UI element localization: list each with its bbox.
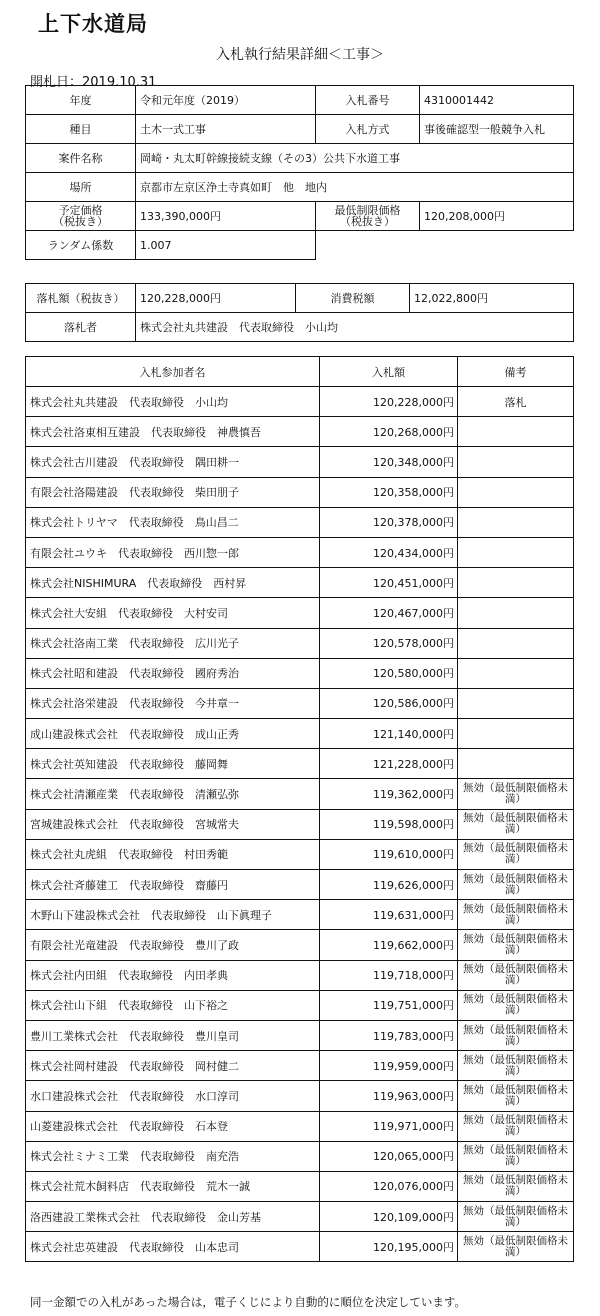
tax-label: 消費税額 bbox=[296, 284, 410, 313]
page-title: 入札執行結果詳細＜工事＞ bbox=[216, 47, 384, 63]
table-row bbox=[26, 688, 574, 718]
year-label: 年度 bbox=[26, 86, 136, 115]
bid-amount: 120,467,000円 bbox=[320, 598, 458, 628]
bid-amount: 119,662,000円 bbox=[320, 930, 458, 960]
bidder-name: 株式会社山下組 代表取締役 山下裕之 bbox=[26, 990, 320, 1020]
bid-amount: 119,718,000円 bbox=[320, 960, 458, 990]
bid-remarks bbox=[458, 568, 574, 598]
bid-amount: 120,451,000円 bbox=[320, 568, 458, 598]
winner-value: 株式会社丸共建設 代表取締役 小山均 bbox=[136, 313, 574, 342]
table-row bbox=[26, 477, 574, 507]
bid-rows bbox=[26, 387, 574, 1262]
minimum-price-label-line1: 最低制限価格 bbox=[334, 204, 401, 217]
bid-remarks bbox=[458, 598, 574, 628]
table-row bbox=[26, 749, 574, 779]
tax-value: 12,022,800円 bbox=[410, 284, 574, 313]
bid-amount: 119,626,000円 bbox=[320, 870, 458, 900]
bid-amount: 120,076,000円 bbox=[320, 1171, 458, 1201]
bid-header-row bbox=[26, 357, 574, 387]
bid-remarks: 無効（最低制限価格未満） bbox=[458, 930, 574, 960]
bidder-name: 有限会社ユウキ 代表取締役 西川惣一郎 bbox=[26, 537, 320, 567]
bid-remarks: 無効（最低制限価格未満） bbox=[458, 960, 574, 990]
bid-amount: 119,362,000円 bbox=[320, 779, 458, 809]
table-row bbox=[26, 507, 574, 537]
case-name-value: 岡崎・丸太町幹線接続支線（その3）公共下水道工事 bbox=[136, 144, 574, 173]
footnote: 同一金額での入札があった場合は，電子くじにより自動的に順位を決定しています。 bbox=[30, 1295, 466, 1309]
bidder-name: 山菱建設株式会社 代表取締役 石本登 bbox=[26, 1111, 320, 1141]
info-row-random bbox=[26, 231, 574, 260]
bid-amount: 120,195,000円 bbox=[320, 1232, 458, 1262]
bid-remarks bbox=[458, 628, 574, 658]
estimated-price-label-line1: 予定価格 bbox=[58, 204, 103, 217]
bidder-name: 有限会社洛陽建設 代表取締役 柴田朋子 bbox=[26, 477, 320, 507]
bidder-name: 宮城建設株式会社 代表取締役 宮城常夫 bbox=[26, 809, 320, 839]
bid-amount: 120,434,000円 bbox=[320, 537, 458, 567]
method-value: 事後確認型一般競争入札 bbox=[420, 115, 574, 144]
bid-remarks: 無効（最低制限価格未満） bbox=[458, 1171, 574, 1201]
bid-amount: 119,598,000円 bbox=[320, 809, 458, 839]
bidder-name: 株式会社斉藤建工 代表取締役 齋藤円 bbox=[26, 870, 320, 900]
bid-results-table bbox=[25, 356, 574, 1262]
bid-remarks: 無効（最低制限価格未満） bbox=[458, 1232, 574, 1262]
bid-remarks bbox=[458, 658, 574, 688]
bidder-name: 水口建設株式会社 代表取締役 水口淳司 bbox=[26, 1081, 320, 1111]
bidder-name: 株式会社荒木飼料店 代表取締役 荒木一誠 bbox=[26, 1171, 320, 1201]
table-row bbox=[26, 1202, 574, 1232]
bidder-name: 株式会社ミナミ工業 代表取締役 南充浩 bbox=[26, 1141, 320, 1171]
table-row bbox=[26, 870, 574, 900]
bid-remarks: 落札 bbox=[458, 387, 574, 417]
table-row bbox=[26, 447, 574, 477]
info-row-place bbox=[26, 173, 574, 202]
bid-amount: 119,959,000円 bbox=[320, 1051, 458, 1081]
table-row bbox=[26, 1141, 574, 1171]
bid-number-value: 4310001442 bbox=[420, 86, 574, 115]
bid-remarks bbox=[458, 749, 574, 779]
bid-remarks: 無効（最低制限価格未満） bbox=[458, 1081, 574, 1111]
table-row bbox=[26, 628, 574, 658]
bid-remarks bbox=[458, 447, 574, 477]
info-row-year bbox=[26, 86, 574, 115]
table-row bbox=[26, 1232, 574, 1262]
bid-remarks: 無効（最低制限価格未満） bbox=[458, 870, 574, 900]
bidder-name: 株式会社トリヤマ 代表取締役 鳥山昌二 bbox=[26, 507, 320, 537]
bid-amount: 119,610,000円 bbox=[320, 839, 458, 869]
bid-amount: 120,109,000円 bbox=[320, 1202, 458, 1232]
bidder-name: 株式会社丸虎組 代表取締役 村田秀範 bbox=[26, 839, 320, 869]
table-row bbox=[26, 417, 574, 447]
bid-remarks bbox=[458, 507, 574, 537]
winner-label: 落札者 bbox=[26, 313, 136, 342]
award-amount-label: 落札額（税抜き） bbox=[26, 284, 136, 313]
table-row bbox=[26, 1111, 574, 1141]
bid-remarks bbox=[458, 719, 574, 749]
bid-amount: 119,631,000円 bbox=[320, 900, 458, 930]
table-row bbox=[26, 990, 574, 1020]
bid-remarks: 無効（最低制限価格未満） bbox=[458, 839, 574, 869]
bid-remarks: 無効（最低制限価格未満） bbox=[458, 1051, 574, 1081]
bid-remarks: 無効（最低制限価格未満） bbox=[458, 1202, 574, 1232]
table-row bbox=[26, 930, 574, 960]
info-row-case bbox=[26, 144, 574, 173]
table-row bbox=[26, 1171, 574, 1201]
table-row bbox=[26, 568, 574, 598]
bidder-name: 株式会社英知建設 代表取締役 藤岡舞 bbox=[26, 749, 320, 779]
bid-remarks: 無効（最低制限価格未満） bbox=[458, 779, 574, 809]
bidder-name: 株式会社洛栄建設 代表取締役 今井章一 bbox=[26, 688, 320, 718]
remarks-header: 備考 bbox=[458, 357, 574, 387]
award-row-amount bbox=[26, 284, 574, 313]
year-value: 令和元年度（2019） bbox=[136, 86, 316, 115]
place-label: 場所 bbox=[26, 173, 136, 202]
award-amount-value: 120,228,000円 bbox=[136, 284, 296, 313]
minimum-price-label-line2: （税抜き） bbox=[340, 215, 395, 228]
bid-remarks bbox=[458, 688, 574, 718]
bid-amount: 120,378,000円 bbox=[320, 507, 458, 537]
bid-amount: 120,578,000円 bbox=[320, 628, 458, 658]
bid-amount: 120,348,000円 bbox=[320, 447, 458, 477]
info-row-type bbox=[26, 115, 574, 144]
table-row bbox=[26, 1051, 574, 1081]
place-value: 京都市左京区浄土寺真如町 他 地内 bbox=[136, 173, 574, 202]
bid-amount: 121,228,000円 bbox=[320, 749, 458, 779]
bid-remarks bbox=[458, 417, 574, 447]
table-row bbox=[26, 960, 574, 990]
bidder-name: 豊川工業株式会社 代表取締役 豊川皇司 bbox=[26, 1020, 320, 1050]
bidder-name: 株式会社清瀬産業 代表取締役 清瀬弘弥 bbox=[26, 779, 320, 809]
bidder-name: 有限会社光竜建設 代表取締役 豊川了政 bbox=[26, 930, 320, 960]
minimum-price-label bbox=[316, 202, 420, 231]
empty-cell bbox=[316, 231, 574, 260]
bid-remarks: 無効（最低制限価格未満） bbox=[458, 1141, 574, 1171]
award-row-winner bbox=[26, 313, 574, 342]
bidder-name: 株式会社洛南工業 代表取締役 広川光子 bbox=[26, 628, 320, 658]
table-row bbox=[26, 779, 574, 809]
table-row bbox=[26, 1020, 574, 1050]
bidder-name: 株式会社洛東相互建設 代表取締役 神農慎吾 bbox=[26, 417, 320, 447]
type-value: 土木一式工事 bbox=[136, 115, 316, 144]
award-table bbox=[25, 283, 574, 342]
bid-amount: 121,140,000円 bbox=[320, 719, 458, 749]
table-row bbox=[26, 658, 574, 688]
participant-header: 入札参加者名 bbox=[26, 357, 320, 387]
estimated-price-value: 133,390,000円 bbox=[136, 202, 316, 231]
table-row bbox=[26, 719, 574, 749]
bid-remarks bbox=[458, 477, 574, 507]
type-label: 種目 bbox=[26, 115, 136, 144]
table-row bbox=[26, 598, 574, 628]
bid-amount: 119,963,000円 bbox=[320, 1081, 458, 1111]
bid-amount: 120,065,000円 bbox=[320, 1141, 458, 1171]
bidder-name: 株式会社古川建設 代表取締役 隅田耕一 bbox=[26, 447, 320, 477]
bid-amount: 119,751,000円 bbox=[320, 990, 458, 1020]
bid-amount: 120,268,000円 bbox=[320, 417, 458, 447]
bidder-name: 株式会社NISHIMURA 代表取締役 西村昇 bbox=[26, 568, 320, 598]
bid-remarks bbox=[458, 537, 574, 567]
organization-name: 上下水道局 bbox=[38, 12, 148, 36]
table-row bbox=[26, 387, 574, 417]
bidder-name: 株式会社忠英建設 代表取締役 山本忠司 bbox=[26, 1232, 320, 1262]
bidder-name: 株式会社昭和建設 代表取締役 國府秀治 bbox=[26, 658, 320, 688]
bidder-name: 成山建設株式会社 代表取締役 成山正秀 bbox=[26, 719, 320, 749]
bid-remarks: 無効（最低制限価格未満） bbox=[458, 1111, 574, 1141]
table-row bbox=[26, 537, 574, 567]
random-coefficient-value: 1.007 bbox=[136, 231, 316, 260]
estimated-price-label-line2: （税抜き） bbox=[53, 215, 108, 228]
table-row bbox=[26, 1081, 574, 1111]
bidder-name: 株式会社岡村建設 代表取締役 岡村健二 bbox=[26, 1051, 320, 1081]
bid-amount: 119,971,000円 bbox=[320, 1111, 458, 1141]
amount-header: 入札額 bbox=[320, 357, 458, 387]
bid-amount: 120,580,000円 bbox=[320, 658, 458, 688]
bid-remarks: 無効（最低制限価格未満） bbox=[458, 1020, 574, 1050]
case-name-label: 案件名称 bbox=[26, 144, 136, 173]
table-row bbox=[26, 839, 574, 869]
table-row bbox=[26, 809, 574, 839]
opening-date: 開札日：2019.10.31 bbox=[30, 75, 157, 90]
bid-amount: 120,586,000円 bbox=[320, 688, 458, 718]
bid-remarks: 無効（最低制限価格未満） bbox=[458, 990, 574, 1020]
bidder-name: 洛西建設工業株式会社 代表取締役 金山芳基 bbox=[26, 1202, 320, 1232]
bid-amount: 119,783,000円 bbox=[320, 1020, 458, 1050]
info-row-price bbox=[26, 202, 574, 231]
bidder-name: 株式会社内田組 代表取締役 内田孝典 bbox=[26, 960, 320, 990]
minimum-price-value: 120,208,000円 bbox=[420, 202, 574, 231]
bid-remarks: 無効（最低制限価格未満） bbox=[458, 900, 574, 930]
bid-amount: 120,358,000円 bbox=[320, 477, 458, 507]
bid-remarks: 無効（最低制限価格未満） bbox=[458, 809, 574, 839]
bid-amount: 120,228,000円 bbox=[320, 387, 458, 417]
bidder-name: 株式会社大安組 代表取締役 大村安司 bbox=[26, 598, 320, 628]
table-row bbox=[26, 900, 574, 930]
estimated-price-label bbox=[26, 202, 136, 231]
bid-number-label: 入札番号 bbox=[316, 86, 420, 115]
bidder-name: 株式会社丸共建設 代表取締役 小山均 bbox=[26, 387, 320, 417]
bid-info-table bbox=[25, 85, 574, 260]
bidder-name: 木野山下建設株式会社 代表取締役 山下眞理子 bbox=[26, 900, 320, 930]
method-label: 入札方式 bbox=[316, 115, 420, 144]
random-coefficient-label: ランダム係数 bbox=[26, 231, 136, 260]
